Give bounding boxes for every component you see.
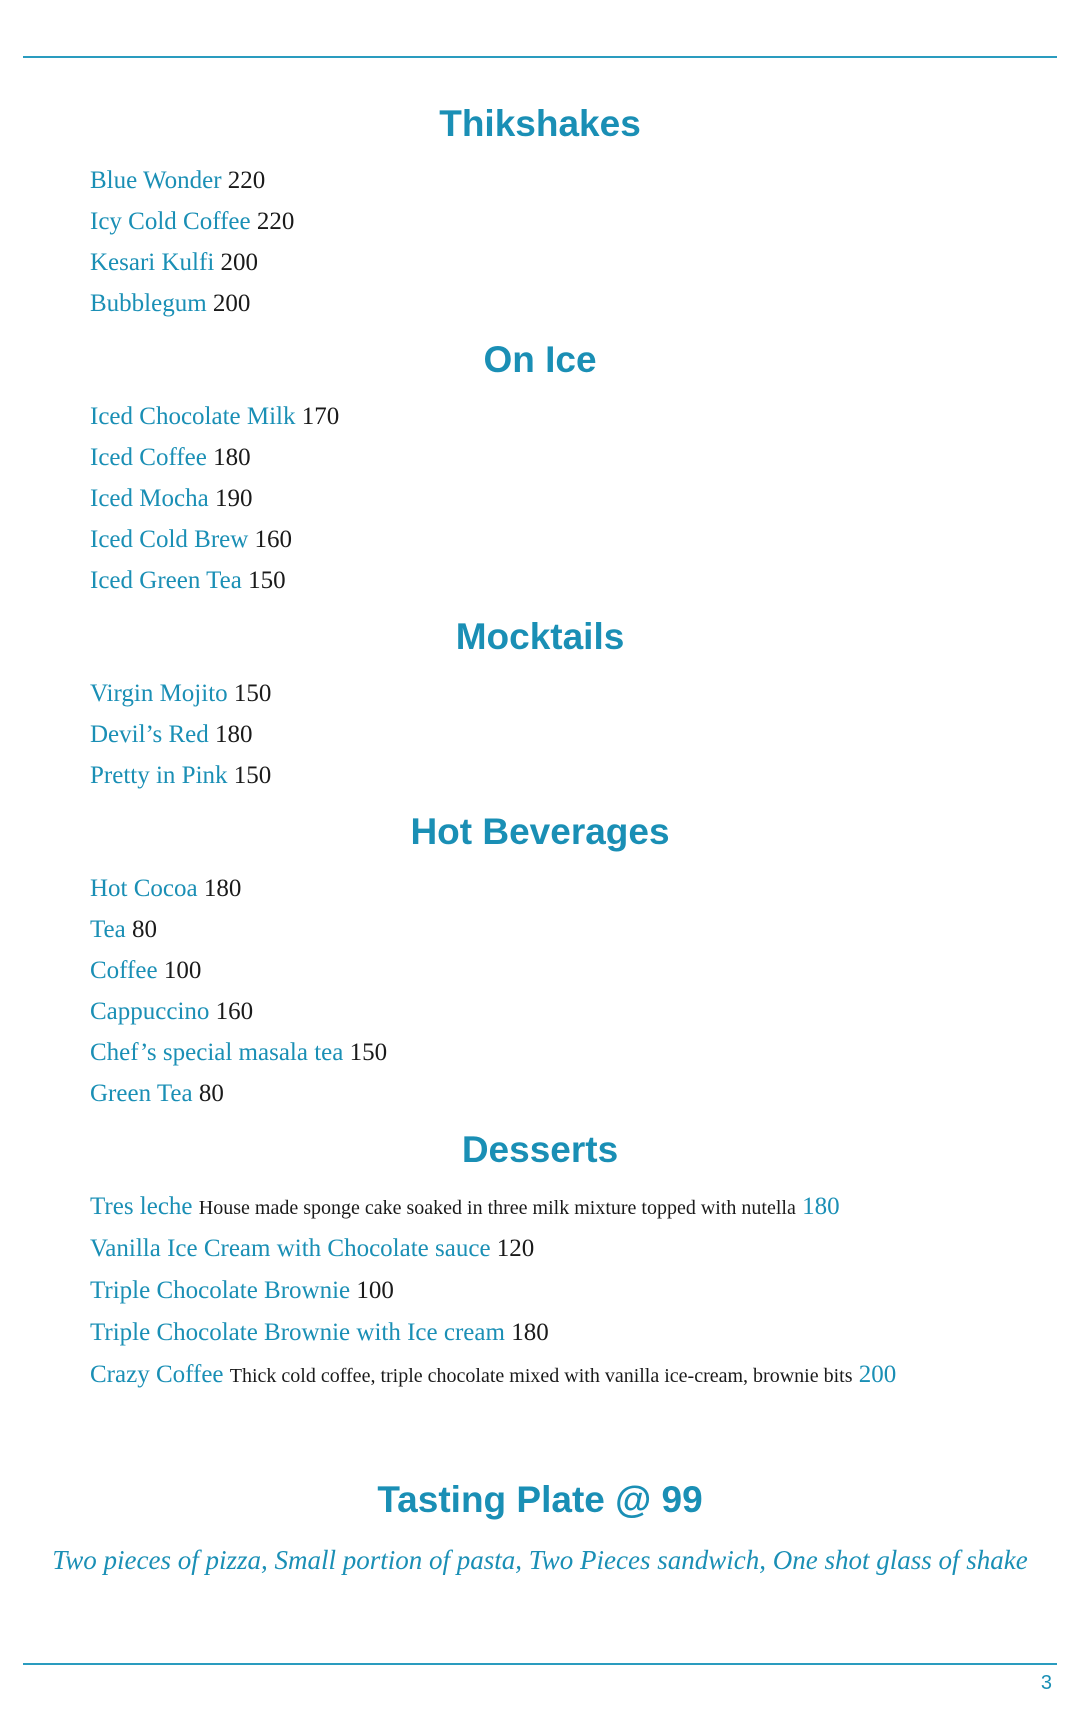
item-name: Tres leche: [90, 1193, 193, 1220]
item-list: [0, 868, 1080, 1114]
item-name: Coffee: [90, 957, 158, 984]
section-on-ice: [0, 324, 1080, 601]
item-name: Hot Cocoa: [90, 875, 198, 902]
menu-item: [90, 283, 1080, 324]
item-price: 220: [256, 208, 295, 235]
menu-item: [90, 396, 1080, 437]
item-name: Iced Cold Brew: [90, 526, 249, 553]
item-price: 200: [212, 290, 251, 317]
item-list: [0, 673, 1080, 796]
item-name: Bubblegum: [90, 290, 207, 317]
item-name: Pretty in Pink: [90, 762, 228, 789]
menu-item: [90, 868, 1080, 909]
item-price: 160: [254, 526, 293, 553]
item-price: 80: [131, 916, 157, 943]
menu-item: [90, 1228, 1080, 1270]
menu-item: [90, 1186, 1080, 1228]
section-title: Mocktails: [455, 616, 625, 657]
menu-item: [90, 242, 1080, 283]
item-price: 170: [301, 403, 340, 430]
item-price: 100: [163, 957, 202, 984]
item-name: Iced Chocolate Milk: [90, 403, 296, 430]
item-name: Crazy Coffee: [90, 1361, 224, 1388]
section-hot-beverages: [0, 796, 1080, 1114]
menu-item: [90, 755, 1080, 796]
menu-item: [90, 201, 1080, 242]
item-price: 100: [356, 1277, 394, 1304]
item-name: Triple Chocolate Brownie: [90, 1277, 351, 1304]
item-price: 150: [349, 1039, 388, 1066]
menu-item: [90, 909, 1080, 950]
item-name: Cappuccino: [90, 998, 210, 1025]
item-name: Kesari Kulfi: [90, 249, 215, 276]
tasting-plate: [0, 1470, 1080, 1590]
item-price: 180: [215, 721, 253, 748]
menu-item: [90, 991, 1080, 1032]
item-price: 180: [802, 1193, 840, 1220]
item-name: Iced Green Tea: [90, 567, 242, 594]
menu-item: [90, 714, 1080, 755]
menu-content: [0, 88, 1080, 1396]
item-price: 180: [203, 875, 242, 902]
item-list: [0, 160, 1080, 324]
section-title: Desserts: [461, 1129, 619, 1170]
item-list: [0, 396, 1080, 601]
tasting-plate-title: Tasting Plate @ 99: [377, 1479, 703, 1520]
item-price: 180: [511, 1319, 549, 1346]
item-name: Virgin Mojito: [90, 680, 228, 707]
menu-item: [90, 1354, 1080, 1396]
item-name: Blue Wonder: [90, 167, 222, 194]
item-name: Vanilla Ice Cream with Chocolate sauce: [90, 1235, 491, 1262]
section-desserts: [0, 1114, 1080, 1396]
item-price: 150: [248, 567, 286, 594]
item-name: Iced Mocha: [90, 485, 209, 512]
item-price: 200: [220, 249, 259, 276]
item-name: Devil’s Red: [90, 721, 209, 748]
item-name: Green Tea: [90, 1080, 193, 1107]
item-description: Thick cold coffee, triple chocolate mixed with vanilla ice-cream, brownie bits: [229, 1365, 853, 1387]
item-price: 180: [213, 444, 251, 471]
menu-item: [90, 673, 1080, 714]
item-description: House made sponge cake soaked in three milk mixture topped with nutella: [198, 1197, 796, 1219]
bottom-divider: [23, 1663, 1057, 1665]
item-list: [0, 1186, 1080, 1396]
menu-item: [90, 1312, 1080, 1354]
tasting-plate-description: Two pieces of pizza, Small portion of pasta, Two Pieces sandwich, One shot glass of shake: [52, 1545, 1028, 1575]
item-price: 190: [214, 485, 253, 512]
top-divider: [23, 56, 1057, 58]
item-price: 150: [233, 680, 272, 707]
item-name: Icy Cold Coffee: [90, 208, 251, 235]
section-title: On Ice: [483, 339, 597, 380]
item-price: 150: [233, 762, 272, 789]
menu-item: [90, 478, 1080, 519]
menu-item: [90, 950, 1080, 991]
section-mocktails: [0, 601, 1080, 796]
menu-item: [90, 519, 1080, 560]
item-price: 160: [215, 998, 254, 1025]
item-price: 120: [496, 1235, 535, 1262]
item-name: Iced Coffee: [90, 444, 207, 471]
item-name: Triple Chocolate Brownie with Ice cream: [90, 1319, 505, 1346]
menu-item: [90, 1073, 1080, 1114]
menu-item: [90, 437, 1080, 478]
menu-item: [90, 1270, 1080, 1312]
menu-item: [90, 560, 1080, 601]
item-name: Chef’s special masala tea: [90, 1039, 344, 1066]
section-title: Hot Beverages: [410, 811, 670, 852]
menu-item: [90, 1032, 1080, 1073]
item-name: Tea: [90, 916, 126, 943]
item-price: 80: [198, 1080, 224, 1107]
item-price: 200: [858, 1361, 897, 1388]
item-price: 220: [227, 167, 266, 194]
section-thikshakes: [0, 88, 1080, 324]
section-title: Thikshakes: [439, 103, 641, 144]
page-number: 3: [1040, 1672, 1052, 1694]
menu-item: [90, 160, 1080, 201]
